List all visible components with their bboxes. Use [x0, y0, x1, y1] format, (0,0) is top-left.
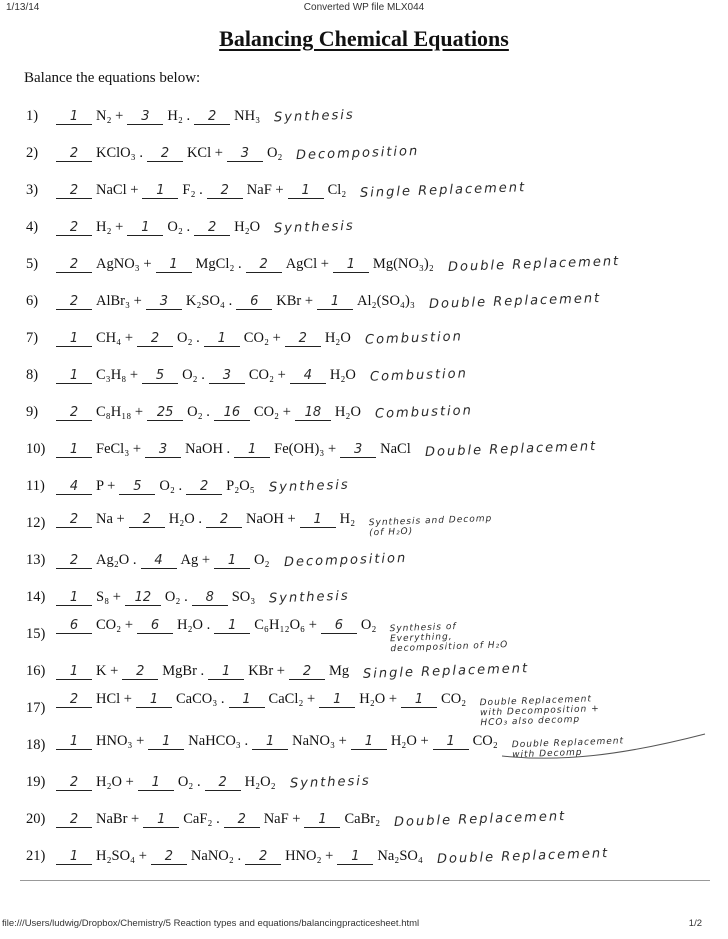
- equation-number: 16): [26, 663, 46, 679]
- equation-body: [56, 589, 350, 606]
- equation-term: S₈ +: [96, 589, 121, 605]
- equation-term: P +: [96, 478, 116, 494]
- equation-body: [56, 182, 526, 199]
- equation-term: H₂O .: [168, 511, 202, 527]
- equation-body: [56, 511, 499, 539]
- equation-row: [0, 764, 728, 801]
- equation-term: NaCl +: [96, 182, 139, 198]
- equation-term: O₂: [254, 552, 270, 568]
- equation-term: NH₃: [234, 108, 261, 124]
- equation-body: [56, 617, 520, 655]
- coefficient-blank: 2: [56, 221, 92, 236]
- equation-term: O₂ .: [167, 219, 191, 235]
- handwritten-reaction-type: Combustion: [374, 403, 474, 422]
- equation-body: [56, 253, 621, 276]
- equation-number: 20): [26, 811, 46, 827]
- equation-term: H₂O .: [177, 617, 211, 633]
- coefficient-blank: 1: [300, 513, 336, 528]
- handwritten-reaction-type: Synthesis: [269, 588, 351, 607]
- coefficient-blank: 4: [56, 480, 92, 495]
- equation-body: [56, 552, 407, 569]
- equation-body: [56, 478, 349, 495]
- coefficient-blank: 1: [56, 591, 92, 606]
- equation-term: C₆H₁₂O₆ +: [254, 617, 317, 633]
- coefficient-blank: 1: [127, 221, 163, 236]
- equation-term: Ag₂O .: [96, 552, 137, 568]
- equation-term: CaBr₂: [344, 811, 381, 827]
- equation-row: [0, 801, 728, 838]
- handwritten-reaction-type: Double Replacement: [447, 253, 621, 276]
- page-title: Balancing Chemical Equations: [219, 26, 509, 51]
- equation-number: 8): [26, 367, 39, 383]
- equation-term: K₂SO₄ .: [185, 293, 233, 309]
- equation-term: CaCO₃ .: [175, 691, 225, 707]
- equation-number: 13): [26, 552, 46, 568]
- equation-number: 12): [26, 515, 46, 531]
- coefficient-blank: 1: [56, 110, 92, 125]
- coefficient-blank: 1: [214, 554, 250, 569]
- coefficient-blank: 2: [56, 295, 92, 310]
- equation-term: K +: [96, 663, 119, 679]
- equation-term: HNO₂ +: [285, 848, 334, 864]
- coefficient-blank: 3: [209, 369, 245, 384]
- equation-number: 9): [26, 404, 39, 420]
- equation-term: N₂ +: [96, 108, 124, 124]
- coefficient-blank: 2: [56, 184, 92, 199]
- equation-row: [0, 468, 728, 505]
- equation-body: [56, 774, 370, 791]
- equation-term: SO₃: [231, 589, 256, 605]
- coefficient-blank: 1: [148, 735, 184, 750]
- equation-term: Na₂SO₄: [377, 848, 423, 864]
- equation-term: H₂ +: [96, 219, 124, 235]
- coefficient-blank: 2: [151, 850, 187, 865]
- coefficient-blank: 1: [156, 258, 192, 273]
- divider: [20, 880, 710, 881]
- coefficient-blank: 25: [147, 406, 183, 421]
- coefficient-blank: 2: [289, 665, 325, 680]
- header-date: 1/13/14: [6, 2, 40, 13]
- equation-term: Mg(NO₃)₂: [372, 256, 434, 272]
- equation-body: [56, 367, 468, 384]
- equation-term: O₂: [360, 617, 377, 633]
- coefficient-blank: 1: [56, 369, 92, 384]
- equation-term: CH₄ +: [96, 330, 134, 346]
- equation-term: H₂O: [329, 367, 356, 383]
- handwritten-reaction-type: Synthesis of Everything, decomposition of H₂O: [389, 621, 509, 655]
- equation-term: KCl +: [186, 145, 223, 161]
- equation-term: NaHCO₃ .: [188, 733, 249, 749]
- coefficient-blank: 1: [142, 184, 178, 199]
- equation-body: [56, 438, 598, 461]
- coefficient-blank: 2: [56, 693, 92, 708]
- equation-term: H₂SO₄ +: [96, 848, 147, 864]
- handwritten-reaction-type: Double Replacement with Decomp: [511, 736, 625, 761]
- coefficient-blank: 1: [229, 693, 265, 708]
- handwritten-arrow: [500, 726, 710, 766]
- equation-term: HCl +: [96, 691, 132, 707]
- coefficient-blank: 1: [136, 693, 172, 708]
- coefficient-blank: 2: [56, 147, 92, 162]
- coefficient-blank: 3: [127, 110, 163, 125]
- equation-term: O₂ .: [187, 404, 210, 420]
- equation-term: CaF₂ .: [183, 811, 220, 827]
- coefficient-blank: 1: [138, 776, 174, 791]
- coefficient-blank: 2: [129, 513, 165, 528]
- equation-number: 7): [26, 330, 39, 346]
- coefficient-blank: 2: [246, 258, 282, 273]
- handwritten-reaction-type: Synthesis: [268, 477, 350, 496]
- equation-number: 1): [26, 108, 39, 124]
- equation-term: Ag +: [180, 552, 211, 568]
- coefficient-blank: 1: [252, 735, 288, 750]
- coefficient-blank: 1: [317, 295, 353, 310]
- equation-body: [56, 845, 610, 868]
- equation-body: [56, 404, 473, 421]
- equation-term: H₂O: [324, 330, 351, 346]
- equation-body: [56, 290, 602, 313]
- equation-term: H₂O +: [390, 733, 429, 749]
- equation-term: H₂O₂: [244, 774, 276, 790]
- coefficient-blank: 2: [56, 813, 92, 828]
- equation-body: [56, 808, 567, 831]
- coefficient-blank: 1: [319, 693, 355, 708]
- handwritten-reaction-type: Double Replacement: [393, 808, 567, 831]
- equation-term: H₂O: [334, 404, 361, 420]
- equation-number: 14): [26, 589, 46, 605]
- coefficient-blank: 3: [145, 443, 181, 458]
- coefficient-blank: 1: [56, 443, 92, 458]
- coefficient-blank: 1: [56, 735, 92, 750]
- equation-row: [0, 246, 728, 283]
- equation-term: NaNO₂ .: [190, 848, 242, 864]
- equation-row: [0, 431, 728, 468]
- handwritten-reaction-type: Decomposition: [283, 550, 408, 571]
- equation-term: Cl₂: [327, 182, 347, 198]
- equation-term: O₂ .: [164, 589, 188, 605]
- equation-row: [0, 283, 728, 320]
- coefficient-blank: 6: [56, 619, 92, 634]
- equation-term: F₂ .: [182, 182, 203, 198]
- equation-term: CaCl₂ +: [268, 691, 316, 707]
- handwritten-reaction-type: Single Replacement: [360, 180, 527, 201]
- equation-term: FeCl₃ +: [96, 441, 142, 457]
- equation-number: 15): [26, 626, 46, 642]
- equation-term: AgNO₃ +: [96, 256, 152, 272]
- equation-term: AlBr₃ +: [96, 293, 142, 309]
- coefficient-blank: 2: [206, 513, 242, 528]
- handwritten-reaction-type: Combustion: [369, 366, 468, 385]
- coefficient-blank: 1: [234, 443, 270, 458]
- handwritten-reaction-type: Synthesis: [273, 107, 356, 126]
- coefficient-blank: 2: [285, 332, 321, 347]
- equation-term: CO₂ +: [96, 617, 134, 633]
- handwritten-reaction-type: Synthesis: [289, 773, 371, 792]
- equation-term: Mg: [328, 663, 350, 679]
- handwritten-reaction-type: Double Replacement: [436, 845, 610, 868]
- coefficient-blank: 2: [245, 850, 281, 865]
- coefficient-blank: 1: [208, 665, 244, 680]
- equation-number: 5): [26, 256, 39, 272]
- equation-number: 4): [26, 219, 39, 235]
- equation-term: C₈H₁₈ +: [96, 404, 144, 420]
- equation-term: NaOH +: [245, 511, 296, 527]
- equation-row: [0, 320, 728, 357]
- equation-term: CO₂ +: [248, 367, 286, 383]
- equation-body: [56, 691, 610, 729]
- coefficient-blank: 1: [333, 258, 369, 273]
- equation-term: NaBr +: [96, 811, 140, 827]
- equation-number: 2): [26, 145, 39, 161]
- equation-row: [0, 209, 728, 246]
- coefficient-blank: 1: [143, 813, 179, 828]
- coefficient-blank: 3: [227, 147, 263, 162]
- coefficient-blank: 1: [214, 619, 250, 634]
- coefficient-blank: 2: [56, 776, 92, 791]
- equation-body: [56, 663, 529, 680]
- footer-page-number: 1/2: [688, 918, 702, 929]
- handwritten-reaction-type: Double Replacement: [424, 438, 598, 461]
- coefficient-blank: 2: [56, 554, 92, 569]
- equation-row: [0, 690, 728, 727]
- equation-number: 17): [26, 700, 46, 716]
- equation-term: H₂: [339, 511, 356, 527]
- equation-term: O₂: [266, 145, 283, 161]
- coefficient-blank: 1: [56, 665, 92, 680]
- equation-term: C₃H₈ +: [96, 367, 139, 383]
- equation-term: MgBr .: [162, 663, 205, 679]
- equation-number: 11): [26, 478, 45, 494]
- coefficient-blank: 12: [125, 591, 161, 606]
- equation-term: CO₂ +: [243, 330, 281, 346]
- coefficient-blank: 18: [295, 406, 331, 421]
- coefficient-blank: 1: [288, 184, 324, 199]
- coefficient-blank: 6: [321, 619, 357, 634]
- equation-row: [0, 394, 728, 431]
- coefficient-blank: 4: [290, 369, 326, 384]
- equation-term: H₂ .: [167, 108, 191, 124]
- equation-number: 10): [26, 441, 46, 457]
- equation-term: H₂O: [234, 219, 261, 235]
- coefficient-blank: 1: [56, 850, 92, 865]
- coefficient-blank: 2: [207, 184, 243, 199]
- equation-term: H₂O +: [359, 691, 398, 707]
- equation-row: [0, 98, 728, 135]
- instructions: Balance the equations below:: [24, 70, 201, 86]
- equation-term: O₂ .: [177, 330, 200, 346]
- equation-term: Na +: [96, 511, 125, 527]
- equation-term: O₂ .: [159, 478, 183, 494]
- equation-term: NaNO₃ +: [292, 733, 347, 749]
- equation-row: [0, 653, 728, 690]
- equation-term: KBr +: [248, 663, 285, 679]
- equation-number: 19): [26, 774, 46, 790]
- equation-body: [56, 219, 355, 236]
- equation-term: CO₂ +: [253, 404, 291, 420]
- coefficient-blank: 1: [204, 332, 240, 347]
- handwritten-reaction-type: Decomposition: [296, 143, 420, 164]
- handwritten-reaction-type: Double Replacement: [428, 290, 602, 313]
- coefficient-blank: 2: [56, 406, 92, 421]
- equation-row: [0, 172, 728, 209]
- handwritten-reaction-type: Synthesis: [273, 218, 356, 237]
- coefficient-blank: 1: [304, 813, 340, 828]
- coefficient-blank: 1: [433, 735, 469, 750]
- equation-term: Fe(OH)₃ +: [274, 441, 337, 457]
- coefficient-blank: 2: [137, 332, 173, 347]
- equation-term: NaF +: [246, 182, 284, 198]
- handwritten-reaction-type: Single Replacement: [362, 661, 530, 682]
- equation-term: KClO₃ .: [96, 145, 143, 161]
- coefficient-blank: 2: [205, 776, 241, 791]
- coefficient-blank: 16: [214, 406, 250, 421]
- handwritten-reaction-type: Combustion: [364, 329, 463, 348]
- equation-term: NaF +: [263, 811, 301, 827]
- equation-row: [0, 135, 728, 172]
- coefficient-blank: 5: [119, 480, 155, 495]
- coefficient-blank: 3: [146, 295, 182, 310]
- coefficient-blank: 2: [122, 665, 158, 680]
- equation-term: Al₂(SO₄)₃: [357, 293, 415, 309]
- handwritten-reaction-type: Double Replacement with Decomposition + HCO₃ also decomp: [479, 694, 601, 729]
- equation-row: [0, 616, 728, 653]
- coefficient-blank: 4: [141, 554, 177, 569]
- equation-row: [0, 542, 728, 579]
- footer-file-path: file:///Users/ludwig/Dropbox/Chemistry/5 Reaction types and equations/balancingpracticesheet.html: [2, 918, 420, 929]
- coefficient-blank: 1: [351, 735, 387, 750]
- equation-term: P₂O₅: [226, 478, 255, 494]
- equation-number: 6): [26, 293, 39, 309]
- coefficient-blank: 2: [224, 813, 260, 828]
- coefficient-blank: 2: [186, 480, 222, 495]
- equation-body: [56, 108, 355, 125]
- equation-row: [0, 838, 728, 875]
- header-file-label: Converted WP file MLX044: [303, 2, 425, 13]
- equation-term: HNO₃ +: [96, 733, 145, 749]
- equation-term: O₂ .: [182, 367, 205, 383]
- handwritten-reaction-type: Synthesis and Decomp (of H₂O): [368, 513, 493, 539]
- coefficient-blank: 1: [337, 850, 373, 865]
- coefficient-blank: 2: [194, 221, 230, 236]
- equation-term: MgCl₂ .: [195, 256, 242, 272]
- coefficient-blank: 8: [192, 591, 228, 606]
- equation-term: KBr +: [276, 293, 314, 309]
- equation-number: 3): [26, 182, 39, 198]
- coefficient-blank: 3: [340, 443, 376, 458]
- equation-row: [0, 505, 728, 542]
- equation-term: H₂O +: [96, 774, 134, 790]
- coefficient-blank: 1: [401, 693, 437, 708]
- equation-body: [56, 145, 420, 162]
- coefficient-blank: 1: [56, 332, 92, 347]
- equation-term: CO₂: [472, 733, 498, 749]
- coefficient-blank: 2: [56, 513, 92, 528]
- equation-term: NaCl: [380, 441, 411, 457]
- equation-term: AgCl +: [285, 256, 329, 272]
- equation-term: CO₂: [441, 691, 467, 707]
- equation-term: NaOH .: [185, 441, 231, 457]
- coefficient-blank: 2: [147, 147, 183, 162]
- coefficient-blank: 2: [194, 110, 230, 125]
- equation-body: [56, 330, 463, 347]
- coefficient-blank: 6: [137, 619, 173, 634]
- equation-row: [0, 357, 728, 394]
- coefficient-blank: 6: [236, 295, 272, 310]
- coefficient-blank: 2: [56, 258, 92, 273]
- equation-term: O₂ .: [177, 774, 201, 790]
- coefficient-blank: 5: [142, 369, 178, 384]
- equation-row: [0, 579, 728, 616]
- equation-number: 21): [26, 848, 46, 864]
- equation-number: 18): [26, 737, 46, 753]
